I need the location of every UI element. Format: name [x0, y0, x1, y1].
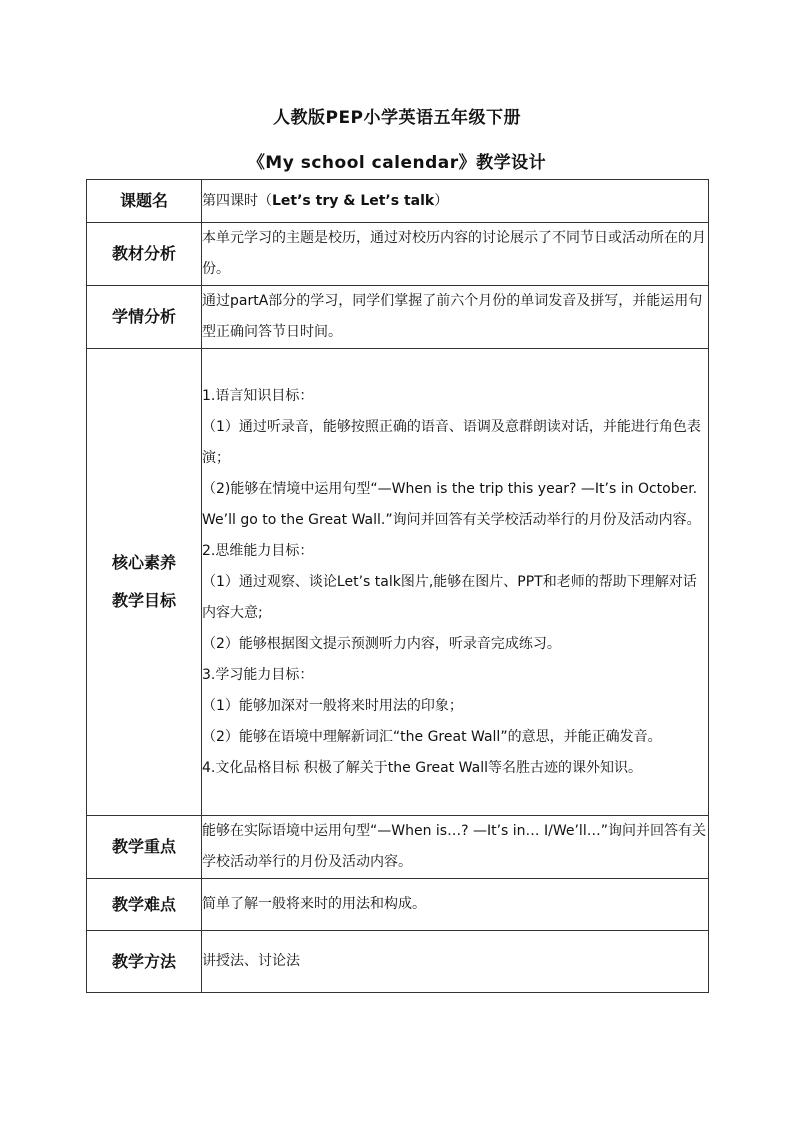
label-material: 教材分析: [87, 223, 202, 286]
value-key-points: 能够在实际语境中运用句型“—When is…? —It’s in… I/We’ll…”询问并回答有关学校活动举行的月份及活动内容。: [202, 816, 709, 879]
value-goals: [202, 349, 709, 816]
label-methods: 教学方法: [87, 931, 202, 993]
table-row-topic: [87, 180, 709, 223]
topic-prefix: 第四课时（: [202, 192, 272, 209]
value-methods: 讲授法、讨论法: [202, 931, 709, 993]
goal-line: （2）能够根据图文提示预测听力内容，听录音完成练习。: [202, 635, 561, 652]
topic-bold-text: Let’s try & Let’s talk: [272, 192, 435, 209]
goal-line: （1）能够加深对一般将来时用法的印象；: [202, 697, 463, 714]
label-goals-line2: 教学目标: [111, 591, 176, 610]
goal-line: （1）通过观察、谈论Let’s talk图片,能够在图片、PPT和老师的帮助下理解对话内容大意;: [202, 573, 697, 621]
table-row-difficulties: [87, 879, 709, 931]
table-row-material: [87, 223, 709, 286]
label-goals: [87, 349, 202, 816]
value-difficulties: 简单了解一般将来时的用法和构成。: [202, 879, 709, 931]
label-topic: 课题名: [87, 180, 202, 223]
value-topic: [202, 180, 709, 223]
goal-line: （2)能够在情境中运用句型“—When is the trip this year? —It’s in October. We’ll go to the Great Wall.”询问并回答有关学校活动举行的月份及活动内容。: [202, 480, 701, 528]
goal-line: 4.文化品格目标 积极了解关于the Great Wall等名胜古迹的课外知识。: [202, 759, 642, 776]
table-row-methods: [87, 931, 709, 993]
label-goals-line1: 核心素养: [111, 553, 176, 572]
label-difficulties: 教学难点: [87, 879, 202, 931]
value-students: 通过partA部分的学习，同学们掌握了前六个月份的单词发音及拼写，并能运用句型正确问答节日时间。: [202, 286, 709, 349]
label-students: 学情分析: [87, 286, 202, 349]
goal-line: 1.语言知识目标：: [202, 387, 314, 404]
table-row-goals: [87, 349, 709, 816]
document-subtitle: 《My school calendar》教学设计: [247, 153, 547, 173]
document-title: 人教版PEP小学英语五年级下册: [272, 108, 522, 128]
goal-line: （1）通过听录音，能够按照正确的语音、语调及意群朗读对话，并能进行角色表演；: [202, 418, 701, 466]
topic-suffix: ）: [434, 192, 449, 209]
table-row-students: [87, 286, 709, 349]
value-material: 本单元学习的主题是校历，通过对校历内容的讨论展示了不同节日或活动所在的月份。: [202, 223, 709, 286]
label-key-points: 教学重点: [87, 816, 202, 879]
goal-line: （2）能够在语境中理解新词汇“the Great Wall”的意思，并能正确发音。: [202, 728, 662, 745]
lesson-plan-table: [86, 179, 709, 993]
table-row-key-points: [87, 816, 709, 879]
goal-line: 2.思维能力目标：: [202, 542, 314, 559]
goal-line: 3.学习能力目标：: [202, 666, 314, 683]
